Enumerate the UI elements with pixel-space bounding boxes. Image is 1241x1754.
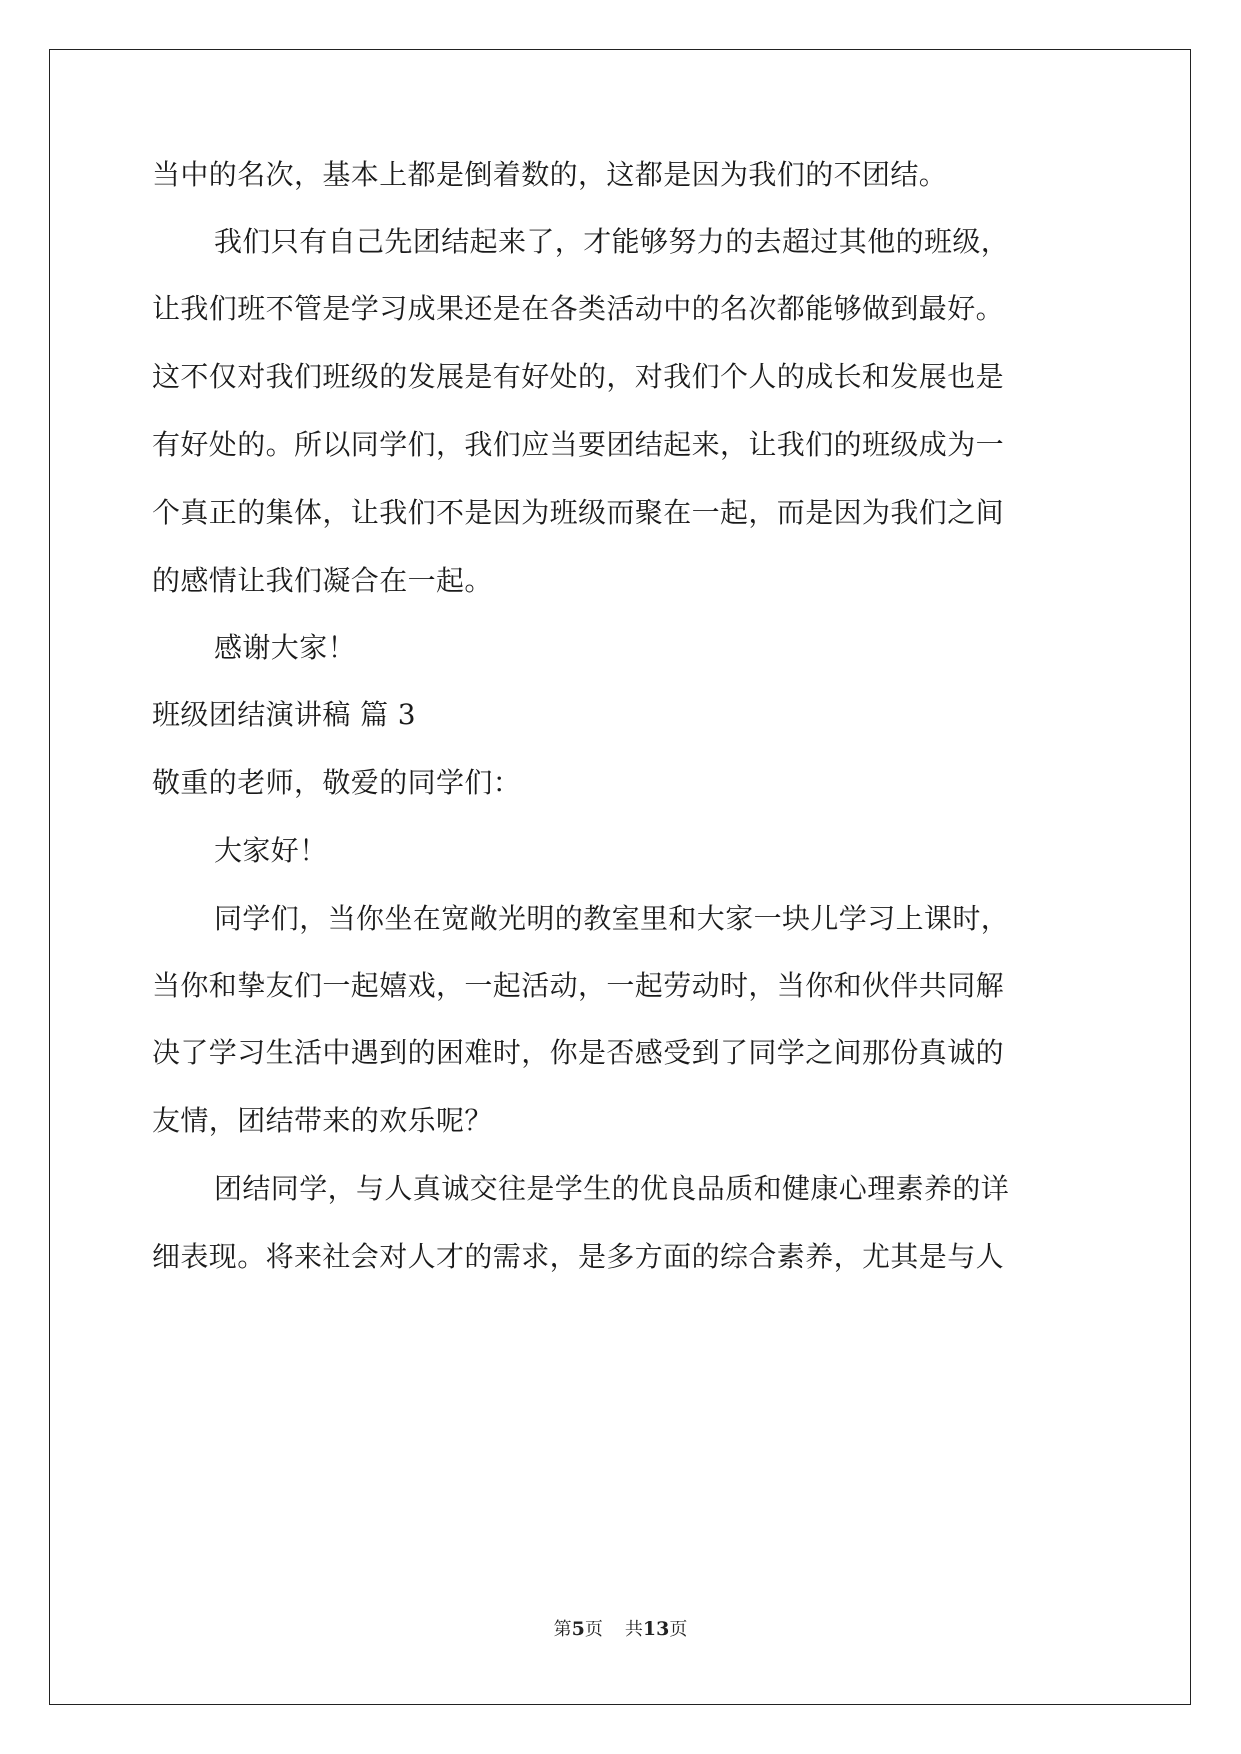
text-line: 感谢大家！ [214,631,357,664]
text-line: 个真正的集体，让我们不是因为班级而聚在一起，而是因为我们之间 [152,496,1005,529]
text-line: 同学们，当你坐在宽敞光明的教室里和大家一块儿学习上课时， [214,902,1010,935]
text-line: 这不仅对我们班级的发展是有好处的，对我们个人的成长和发展也是 [152,360,1005,393]
footer-total-pages: 13 [642,1618,670,1640]
text-line: 团结同学，与人真诚交往是学生的优良品质和健康心理素养的详 [214,1172,1010,1205]
text-line: 当中的名次，基本上都是倒着数的，这都是因为我们的不团结。 [152,158,948,191]
text-line: 友情，团结带来的欢乐呢？ [152,1104,493,1137]
salutation: 敬重的老师，敬爱的同学们： [152,766,522,799]
text-line: 的感情让我们凝合在一起。 [152,564,493,597]
text-line: 我们只有自己先团结起来了，才能够努力的去超过其他的班级， [214,225,1010,258]
page-footer [0,1617,1241,1642]
text-line: 细表现。将来社会对人才的需求，是多方面的综合素养，尤其是与人 [152,1240,1005,1273]
footer-page-number: 5 [571,1618,585,1640]
footer-total-prefix: 共 [624,1619,643,1640]
text-line: 当你和挚友们一起嬉戏，一起活动，一起劳动时，当你和伙伴共同解 [152,969,1005,1002]
footer-prefix: 第 [553,1619,572,1640]
text-line: 有好处的。所以同学们，我们应当要团结起来，让我们的班级成为一 [152,428,1005,461]
footer-total-suffix: 页 [669,1619,688,1640]
text-line: 决了学习生活中遇到的困难时，你是否感受到了同学之间那份真诚的 [152,1036,1005,1069]
text-line: 让我们班不管是学习成果还是在各类活动中的名次都能够做到最好。 [152,292,1005,325]
footer-page-suffix: 页 [584,1619,603,1640]
section-heading: 班级团结演讲稿 篇 3 [152,698,417,731]
greeting: 大家好！ [214,834,328,867]
